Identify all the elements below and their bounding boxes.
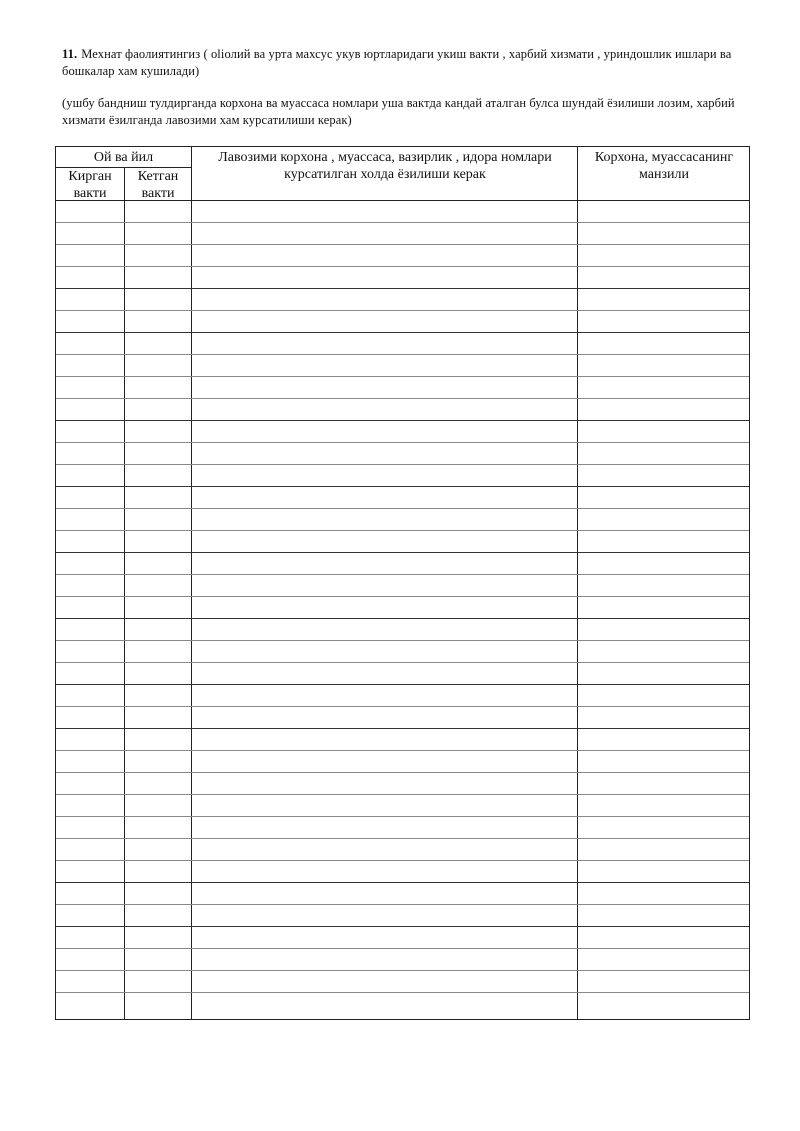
table-row[interactable] <box>56 201 749 223</box>
table-row[interactable] <box>56 443 749 465</box>
table-row[interactable] <box>56 399 749 421</box>
table-row[interactable] <box>56 905 749 927</box>
table-row[interactable] <box>56 465 749 487</box>
table-row[interactable] <box>56 773 749 795</box>
table-row[interactable] <box>56 883 749 905</box>
table-row[interactable] <box>56 861 749 883</box>
table-row[interactable] <box>56 641 749 663</box>
table-row[interactable] <box>56 795 749 817</box>
table-row[interactable] <box>56 289 749 311</box>
table-row[interactable] <box>56 817 749 839</box>
table-row[interactable] <box>56 619 749 641</box>
table-row[interactable] <box>56 531 749 553</box>
table-row[interactable] <box>56 949 749 971</box>
section-note: (ушбу бандниш тулдирганда корхона ва муассаса номлари уша вактда кандай аталган булса шундай ёзилиши лозим, харбий хизмати ёзилганда лавозими хам курсатилиши керак) <box>62 96 735 127</box>
table-row[interactable] <box>56 685 749 707</box>
table-row[interactable] <box>56 553 749 575</box>
table-row[interactable] <box>56 377 749 399</box>
table-row[interactable] <box>56 839 749 861</box>
table-row[interactable] <box>56 993 749 1015</box>
table-row[interactable] <box>56 245 749 267</box>
table-row[interactable] <box>56 971 749 993</box>
table-row[interactable] <box>56 267 749 289</box>
header-address: Корхона, муассасанинг манзили <box>594 150 734 182</box>
table-row[interactable] <box>56 927 749 949</box>
table-row[interactable] <box>56 311 749 333</box>
table-row[interactable] <box>56 333 749 355</box>
table-row[interactable] <box>56 663 749 685</box>
table-body <box>56 201 749 1019</box>
table-row[interactable] <box>56 575 749 597</box>
table-row[interactable] <box>56 487 749 509</box>
section-heading <box>62 46 752 80</box>
header-entered: Кирган вакти <box>68 169 112 201</box>
header-month-year: Ой ва йил <box>93 150 154 165</box>
header-left: Кетган вакти <box>137 169 179 201</box>
section-text: Мехнат фаолиятингиз ( oliолий ва урта махсус укув юртларидаги укиш вакти , харбий хизмати , уриндошлик ишлари ва бошкалар хам кушилади) <box>62 47 732 78</box>
table-row[interactable] <box>56 223 749 245</box>
table-row[interactable] <box>56 707 749 729</box>
table-row[interactable] <box>56 751 749 773</box>
table-row[interactable] <box>56 597 749 619</box>
table-row[interactable] <box>56 421 749 443</box>
table-row[interactable] <box>56 509 749 531</box>
section-number: 11. <box>62 47 78 61</box>
table-row[interactable] <box>56 729 749 751</box>
header-position: Лавозими корхона , муассаса, вазирлик , идора номлари курсатилган холда ёзилиши керак <box>218 150 552 182</box>
employment-table <box>55 146 750 1020</box>
table-row[interactable] <box>56 355 749 377</box>
